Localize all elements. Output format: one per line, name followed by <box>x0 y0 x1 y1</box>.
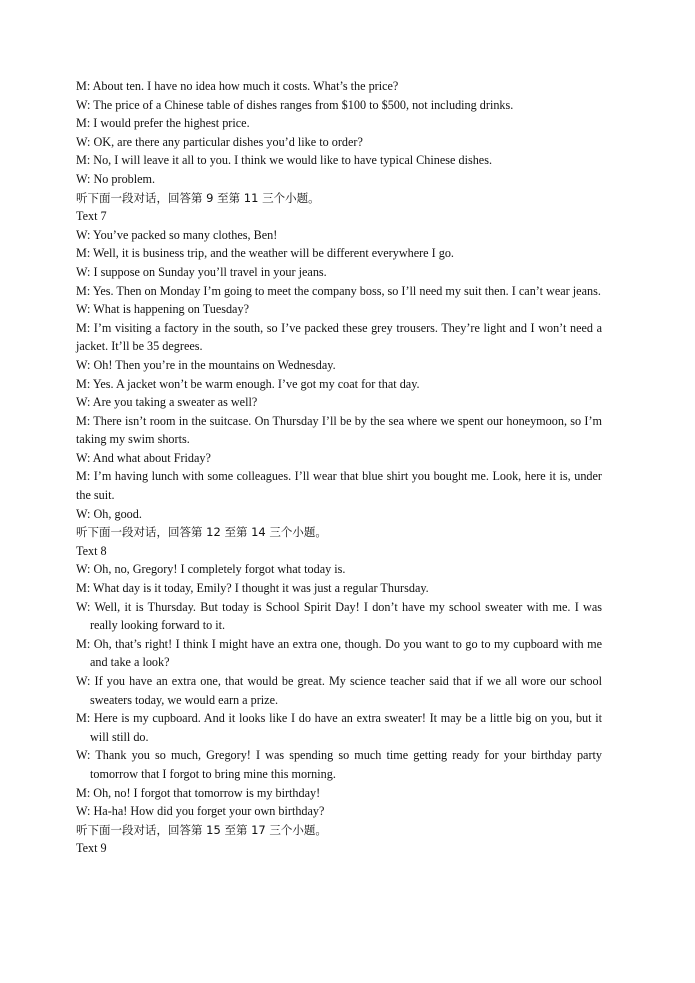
dialogue-line: W: Thank you so much, Gregory! I was spending so much time getting ready for your birthday party tomorrow that I forgot to bring mine this morning. <box>76 748 602 781</box>
section-heading: Text 9 <box>76 841 107 856</box>
dialogue-line: W: What is happening on Tuesday? <box>76 302 249 317</box>
dialogue-line: M: Here is my cupboard. And it looks like I do have an extra sweater! It may be a little big on you, but it will still do. <box>76 711 602 744</box>
dialogue-line: W: And what about Friday? <box>76 450 211 465</box>
dialogue-line: M: No, I will leave it all to you. I think we would like to have typical Chinese dishes. <box>76 153 492 168</box>
section-heading: Text 7 <box>76 209 107 224</box>
dialogue-line: M: I’m visiting a factory in the south, so I’ve packed these grey trousers. They’re light and I won’t need a jacket. It’ll be 35 degrees. <box>76 320 602 354</box>
dialogue-line: M: Yes. A jacket won’t be warm enough. I’ve got my coat for that day. <box>76 376 420 391</box>
section-heading: Text 8 <box>76 543 107 558</box>
dialogue-line: W: Well, it is Thursday. But today is School Spirit Day! I don’t have my school sweater with me. I was really looking forward to it. <box>76 599 602 633</box>
dialogue-line: W: Oh! Then you’re in the mountains on Wednesday. <box>76 357 336 372</box>
dialogue-line: W: You’ve packed so many clothes, Ben! <box>76 227 278 242</box>
dialogue-line: M: Oh, that’s right! I think I might have an extra one, though. Do you want to go to my cupboard with me and take a look? <box>76 636 602 670</box>
dialogue-line: W: Oh, no, Gregory! I completely forgot what today is. <box>76 562 346 577</box>
dialogue-line: W: The price of a Chinese table of dishes ranges from $100 to $500, not including drinks. <box>76 97 514 112</box>
dialogue-line: W: Ha-ha! How did you forget your own birthday? <box>76 804 325 819</box>
dialogue-line: W: No problem. <box>76 171 156 186</box>
dialogue-line: M: There isn’t room in the suitcase. On Thursday I’ll be by the sea where we spent our honeymoon, so I’m taking my swim shorts. <box>76 413 602 447</box>
dialogue-line: M: Oh, no! I forgot that tomorrow is my birthday! <box>76 785 321 800</box>
dialogue-line: W: OK, are there any particular dishes you’d like to order? <box>76 134 363 149</box>
dialogue-line: M: Well, it is business trip, and the weather will be different everywhere I go. <box>76 246 454 261</box>
dialogue-line: W: I suppose on Sunday you’ll travel in your jeans. <box>76 264 327 279</box>
section-instruction: 听下面一段对话，回答第 12 至第 14 三个小题。 <box>76 525 327 540</box>
dialogue-line: M: I would prefer the highest price. <box>76 116 250 131</box>
dialogue-line: W: Are you taking a sweater as well? <box>76 395 258 410</box>
dialogue-line: M: About ten. I have no idea how much it costs. What’s the price? <box>76 79 399 93</box>
dialogue-line: M: Yes. Then on Monday I’m going to meet the company boss, so I’ll need my suit then. I can’t wear jeans. <box>76 283 601 298</box>
dialogue-line: W: If you have an extra one, that would be great. My science teacher said that if we all wore our school sweaters today, we would earn a prize. <box>76 674 602 707</box>
section-instruction: 听下面一段对话，回答第 15 至第 17 三个小题。 <box>76 822 327 837</box>
dialogue-line: M: I’m having lunch with some colleagues. I’ll wear that blue shirt you bought me. Look, here it is, under the suit. <box>76 469 602 503</box>
section-instruction: 听下面一段对话，回答第 9 至第 11 三个小题。 <box>76 190 320 205</box>
dialogue-line: M: What day is it today, Emily? I thought it was just a regular Thursday. <box>76 581 429 596</box>
transcript-body <box>76 77 602 858</box>
dialogue-line: W: Oh, good. <box>76 506 142 521</box>
